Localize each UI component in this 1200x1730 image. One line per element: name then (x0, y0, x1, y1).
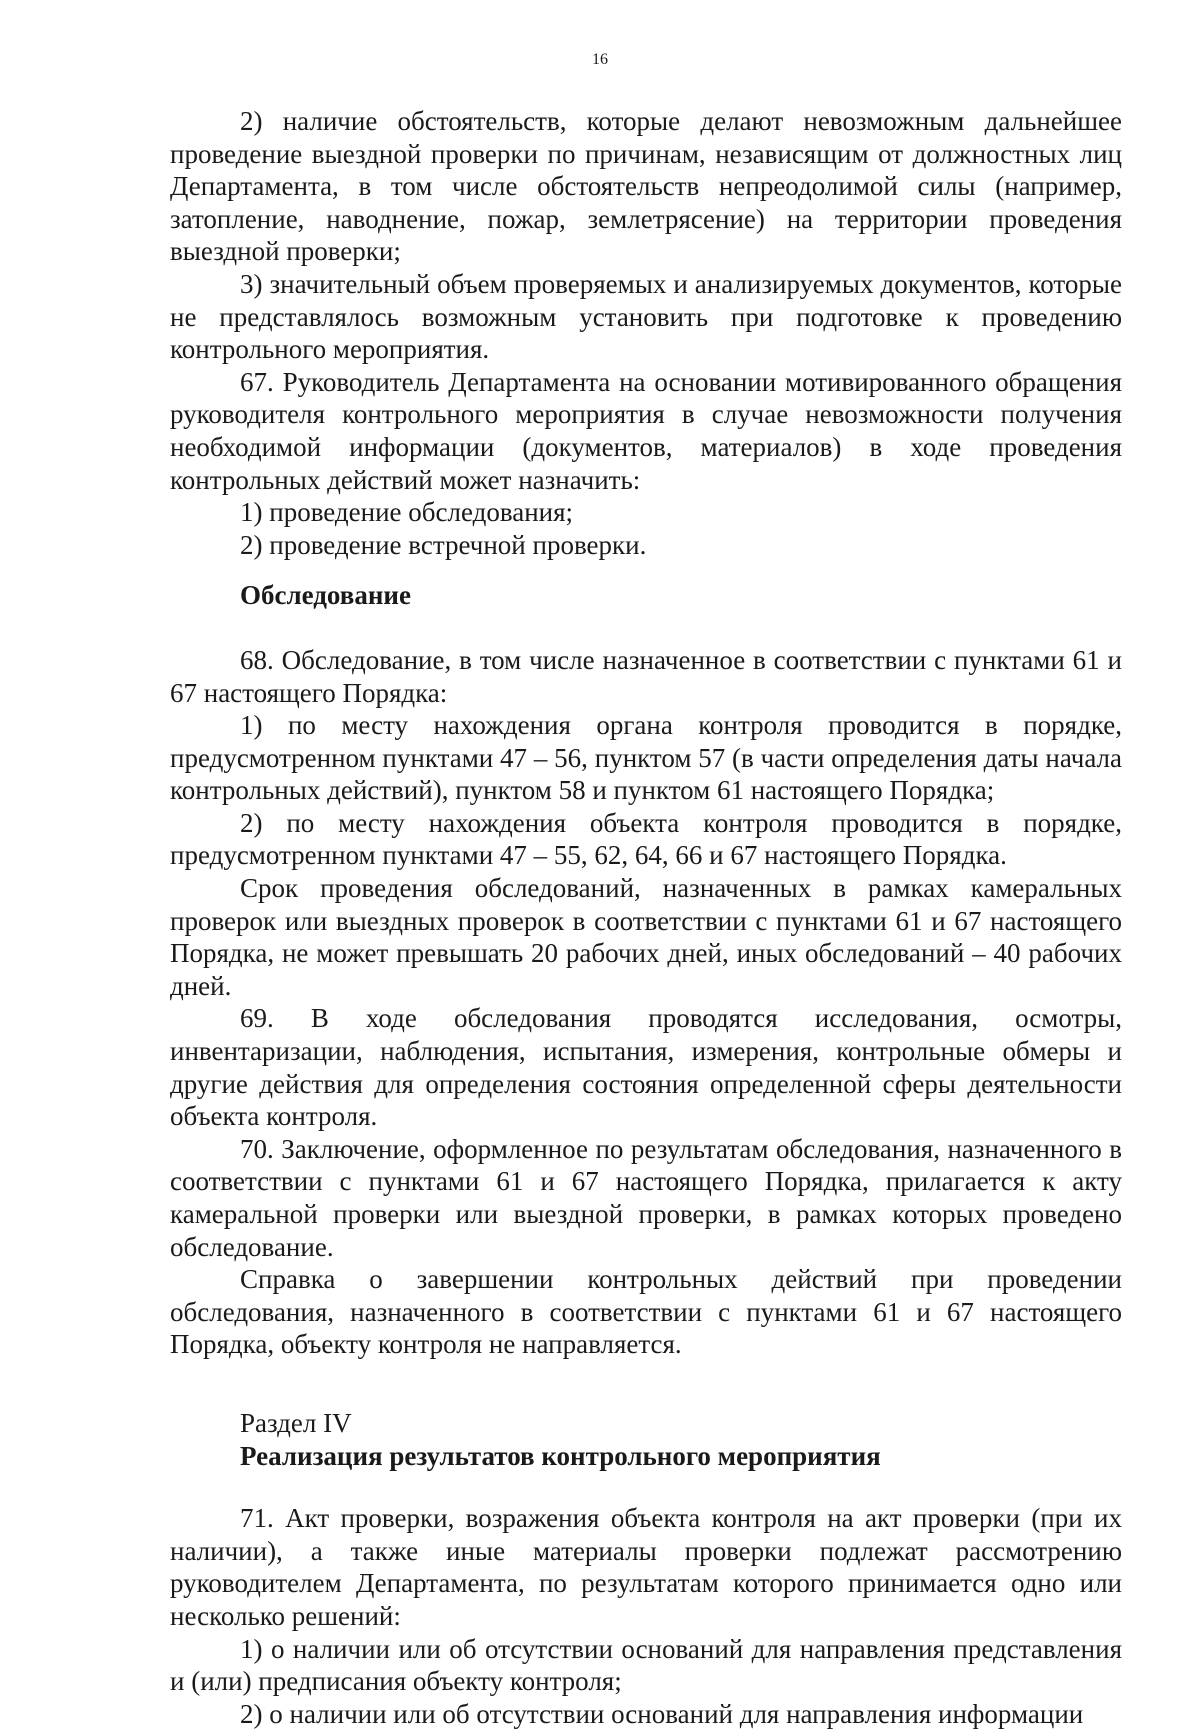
paragraph-67-item-1: 1) проведение обследования; (240, 497, 574, 528)
paragraph-71: 71. Акт проверки, возражения объекта контроля на акт проверки (при их наличии), а также иные материалы проверки подлежат рассмотрению руководителем Департамента, по результатам которого принимается одно или несколько решений: (170, 1503, 1122, 1631)
spacer (170, 1361, 1122, 1407)
section-heading-survey: Обследование (240, 580, 411, 611)
section-title: Реализация результатов контрольного мероприятия (240, 1440, 881, 1471)
section-label: Раздел IV (240, 1407, 352, 1438)
spacer (170, 561, 1122, 579)
paragraph-item-3-volume: 3) значительный объем проверяемых и анализируемых документов, которые не представлялось возможным установить при подготовке к проведению контрольного мероприятия. (170, 268, 1122, 365)
paragraph-71-item-2: 2) о наличии или об отсутствии оснований для направления информации (240, 1698, 1084, 1729)
paragraph-67-item-2: 2) проведение встречной проверки. (240, 529, 647, 560)
spacer (170, 612, 1122, 644)
paragraph-68-item-2: 2) по месту нахождения объекта контроля проводится в порядке, предусмотренном пунктами 47 – 55, 62, 64, 66 и 67 настоящего Порядка. (170, 807, 1122, 871)
paragraph-70: 70. Заключение, оформленное по результатам обследования, назначенного в соответствии с пунктами 61 и 67 настоящего Порядка, прилагается к акту камеральной проверки или выездной проверки, в рамках которых проведено обследование. (170, 1133, 1122, 1262)
paragraph-68-item-1: 1) по месту нахождения органа контроля проводится в порядке, предусмотренном пунктами 47 – 56, пунктом 57 (в части определения даты начала контрольных действий), пунктом 58 и пунктом 61 настоящего Порядка; (170, 710, 1122, 806)
spacer (170, 1472, 1122, 1502)
paragraph-68: 68. Обследование, в том числе назначенное в соответствии с пунктами 61 и 67 настоящего Порядка: (170, 644, 1122, 708)
paragraph-item-2-circumstances: 2) наличие обстоятельств, которые делают невозможным дальнейшее проведение выездной проверки по причинам, независящим от должностных лиц Департамента, в том числе обстоятельств непреодолимой силы (например, затопление, наводнение, пожар, землетрясение) на территории проведения выездной проверки; (170, 106, 1122, 267)
document-body (170, 105, 1122, 1730)
paragraph-completion-note: Справка о завершении контрольных действий при проведении обследования, назначенного в соответствии с пунктами 61 и 67 настоящего Порядка, объекту контроля не направляется. (170, 1264, 1122, 1360)
paragraph-survey-term: Срок проведения обследований, назначенных в рамках камеральных проверок или выездных проверок в соответствии с пунктами 61 и 67 настоящего Порядка, не может превышать 20 рабочих дней, иных обследований – 40 рабочих дней. (170, 873, 1122, 1001)
paragraph-69: 69. В ходе обследования проводятся исследования, осмотры, инвентаризации, наблюдения, испытания, измерения, контрольные обмеры и другие действия для определения состояния определенной сферы деятельности объекта контроля. (170, 1003, 1122, 1132)
paragraph-67: 67. Руководитель Департамента на основании мотивированного обращения руководителя контрольного мероприятия в случае невозможности получения необходимой информации (документов, материалов) в ходе проведения контрольных действий может назначить: (170, 366, 1122, 495)
page-number: 16 (592, 51, 608, 68)
paragraph-71-item-1: 1) о наличии или об отсутствии оснований для направления представления и (или) предписания объекту контроля; (170, 1633, 1122, 1697)
